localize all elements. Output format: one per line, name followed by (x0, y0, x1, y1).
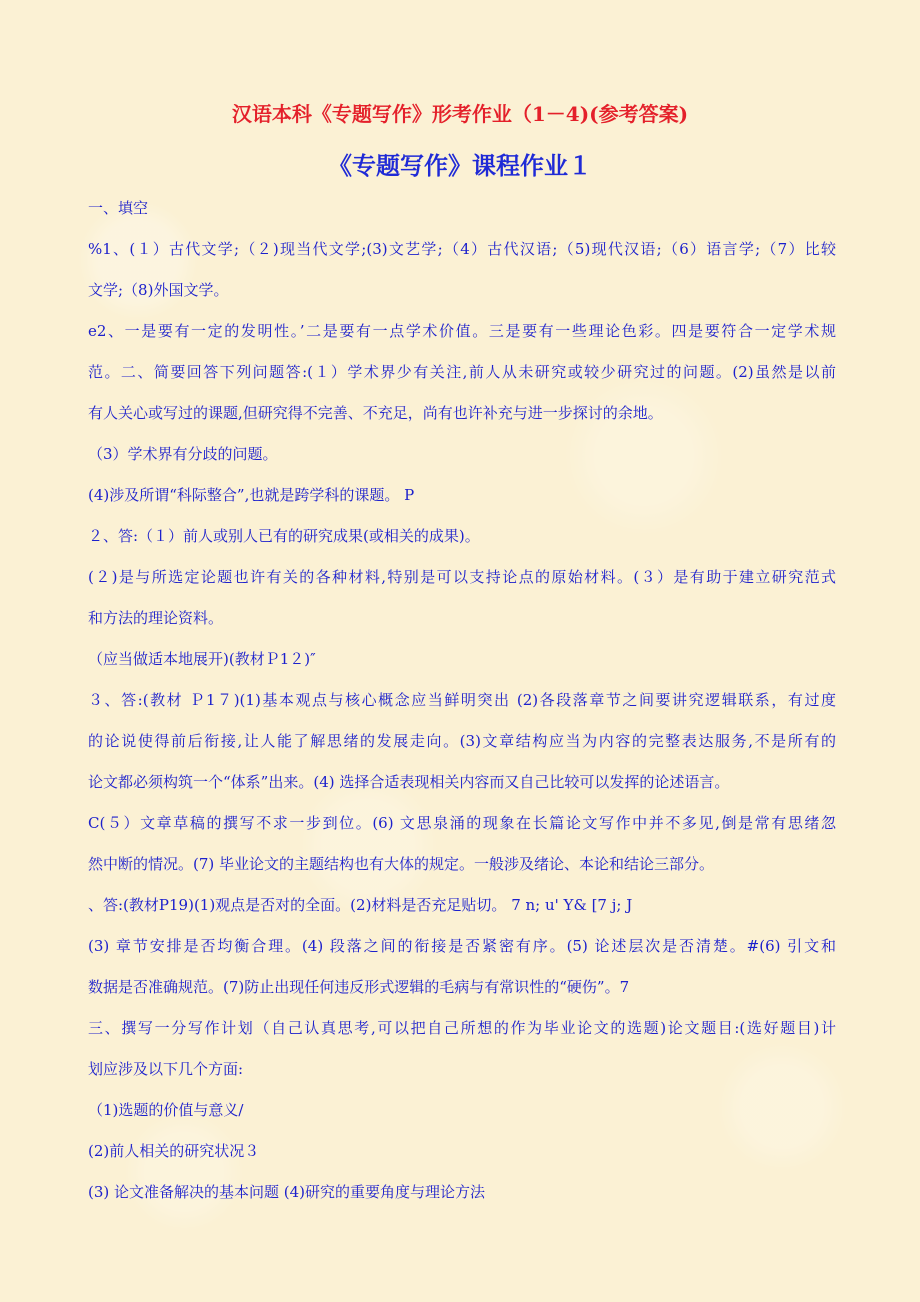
text-line: （3）学术界有分歧的问题。 (88, 445, 278, 463)
text-line: 三、撰写一分写作计划（自己认真思考,可以把自己所想的作为毕业论文的选题)论文题目:(选好题目)计 (88, 1019, 836, 1037)
text-line: 然中断的情况。(7) 毕业论文的主题结构也有大体的规定。一般涉及绪论、本论和结论三部分。 (88, 855, 715, 873)
text-line: 数据是否准确规范。(7)防止出现任何违反形式逻辑的毛病与有常识性的“硬伤”。7 (88, 978, 630, 996)
text-line: C(５）文章草稿的撰写不求一步到位。(6) 文思泉涌的现象在长篇论文写作中并不多见,倒是常有思绪忽 (88, 814, 836, 832)
text-line: (4)涉及所谓“科际整合”,也就是跨学科的课题。 P (88, 486, 415, 504)
text-line: 文学;（8)外国文学。 (88, 281, 229, 299)
text-line: 范。二、简要回答下列问题答:(１）学术界少有关注,前人从未研究或较少研究过的问题。(2)虽然是以前 (88, 363, 836, 381)
text-line: ２、答:（１）前人或别人已有的研究成果(或相关的成果)。 (88, 527, 480, 545)
text-line: 划应涉及以下几个方面: (88, 1060, 244, 1078)
text-line: （应当做适本地展开)(教材Ｐ1２)″ (88, 650, 316, 668)
document-title: 汉语本科《专题写作》形考作业（1－4)(参考答案) (231, 102, 689, 126)
text-line: 、答:(教材P19)(1)观点是否对的全面。(2)材料是否充足贴切。 7 n; u' Y& [7 j; J (88, 896, 633, 914)
text-line: 的论说使得前后衔接,让人能了解思绪的发展走向。(3)文章结构应当为内容的完整表达服务,不是所有的 (88, 732, 836, 750)
text-line: e2、一是要有一定的发明性。’二是要有一点学术价值。三是要有一些理论色彩。四是要符合一定学术规 (88, 322, 836, 340)
text-line: （1)选题的价值与意义/ (88, 1101, 244, 1119)
text-line: (3) 论文准备解决的基本问题 (4)研究的重要角度与理论方法 (88, 1183, 486, 1201)
document-body (88, 188, 836, 1213)
text-line: ３、答:(教材 Ｐ1７)(1)基本观点与核心概念应当鲜明突出 (2)各段落章节之间要讲究逻辑联系，有过度 (88, 691, 836, 709)
text-line: 一、填空 (88, 199, 149, 217)
text-line: 和方法的理论资料。 (88, 609, 224, 627)
document-subtitle: 《专题写作》课程作业１ (328, 151, 592, 180)
text-line: (3) 章节安排是否均衡合理。(4) 段落之间的衔接是否紧密有序。(5) 论述层次是否清楚。#(6) 引文和 (88, 937, 836, 955)
text-line: 有人关心或写过的课题,但研究得不完善、不充足，尚有也许补充与进一步探讨的余地。 (88, 404, 663, 422)
text-line: (２)是与所选定论题也许有关的各种材料,特别是可以支持论点的原始材料。(３）是有助于建立研究范式 (88, 568, 836, 586)
text-line: 论文都必须构筑一个“体系”出来。(4) 选择合适表现相关内容而又自己比较可以发挥的论述语言。 (88, 773, 730, 791)
text-line: (2)前人相关的研究状况３ (88, 1142, 260, 1160)
text-line: %1、(１）古代文学;（２)现当代文学;(3)文艺学;（4）古代汉语;（5)现代汉语;（6）语言学;（7）比较 (88, 240, 836, 258)
